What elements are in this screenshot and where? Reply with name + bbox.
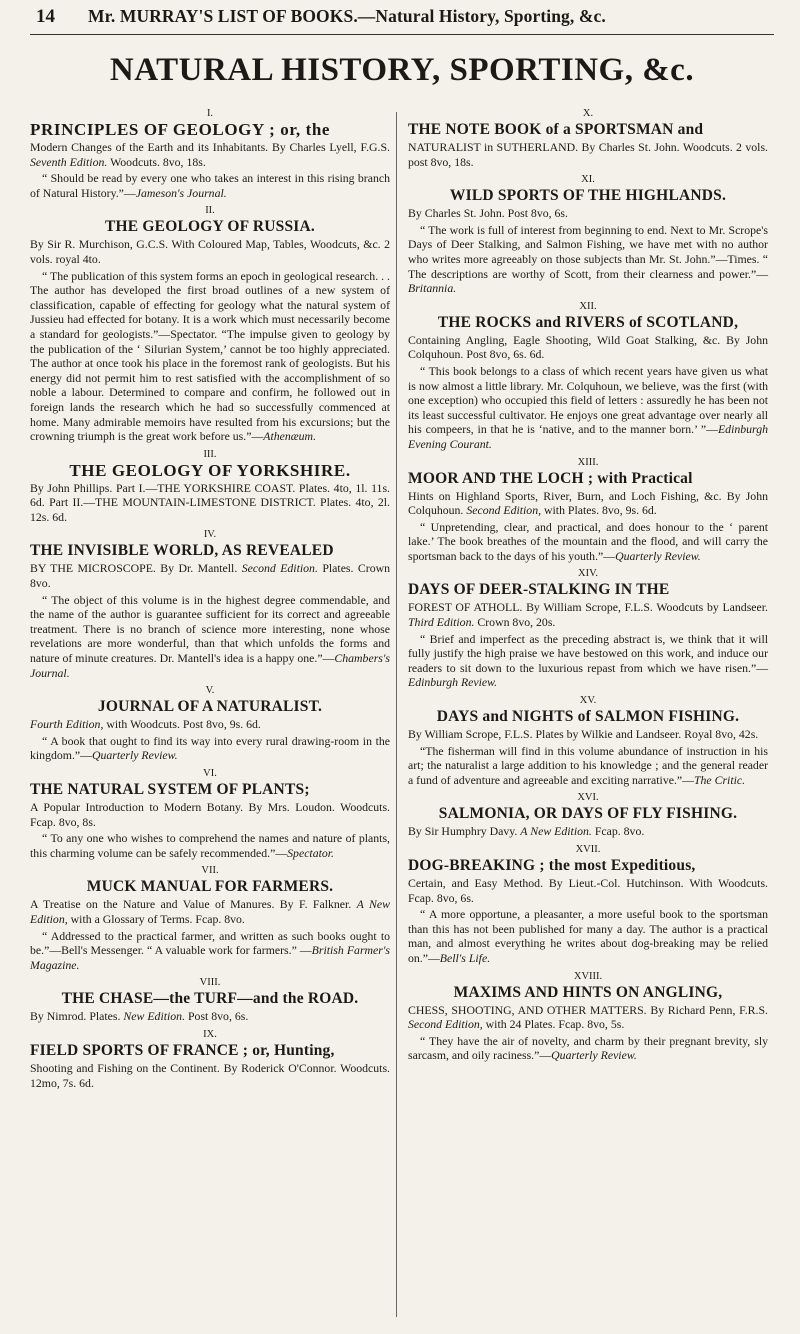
catalogue-entry [408, 695, 768, 787]
review-source: Spectator. [287, 845, 335, 860]
entry-author: CHESS, SHOOTING, AND OTHER MATTERS. By Richard Penn, F.R.S. [408, 1002, 768, 1017]
entry-description [408, 489, 768, 518]
entry-details: with Woodcuts. Post 8vo, 9s. 6d. [106, 717, 261, 732]
running-title: Mr. MURRAY'S LIST OF BOOKS.—Natural History, Sporting, &c. [88, 6, 606, 26]
left-column [30, 108, 390, 1095]
entry-details: Post 8vo, 6s. [507, 206, 568, 221]
entry-title: JOURNAL OF A NATURALIST. [97, 698, 323, 716]
entry-review [30, 831, 390, 860]
right-column [408, 108, 768, 1068]
entry-number: XII. [579, 300, 597, 312]
review-text: “ Brief and imperfect as the preceding abstract is, we think that it will fully justify the high praise we have bestowed on this work, and induce our readers to sit down to the luxurious repast from which we have risen.”— [408, 631, 768, 675]
entry-edition: Second Edition, [408, 1017, 483, 1032]
entry-title: SALMONIA, OR DAYS OF FLY FISHING. [438, 805, 738, 823]
catalogue-entry [408, 108, 768, 169]
entry-details: Part I.—THE YORKSHIRE COAST. Plates. 4to, 1l. 11s. 6d. Part II.—THE MOUNTAIN-LIMESTONE DISTRICT. Plates. 4to, 2l. 12s. 6d. [30, 480, 390, 524]
entry-title: WILD SPORTS OF THE HIGHLANDS. [449, 187, 727, 205]
section-heading: NATURAL HISTORY, SPORTING, &c. [109, 52, 695, 88]
entry-number: IV. [203, 529, 217, 541]
entry-number: XI. [581, 174, 595, 186]
entry-review [408, 520, 768, 564]
entry-title: MUCK MANUAL FOR FARMERS. [86, 878, 334, 896]
entry-details: Woodcuts. 8vo, 18s. [110, 154, 206, 169]
review-source: Edinburgh Review. [408, 675, 498, 690]
entry-details-more: Post 8vo, 6s. [187, 1009, 249, 1024]
entry-number: VI. [203, 768, 217, 779]
review-text: “ The publication of this system forms an epoch in geological research. . . The author has developed the first broad outlines of a new system of classification, capable of effecting for geology what the natural system of Jussieu had effected for botany. It is a work which must necessarily become a standard for geologists.”—Spectator. “The impulse given to geology by the publication of the ‘ Silurian System,’ cannot be too highly appreciated. The author at once took his place in the foremost rank of geologists. But his energy did not permit him to rest satisfied with the accomplishment of so noble a labour. Determined to compare and confirm, he followed out in foreign lands the research which he had so successfully commenced at home. Many admirable memoirs have resulted from his excursions; but the crowning triumph is the great work before us.”— [30, 268, 390, 444]
entry-edition: Fourth Edition, [30, 717, 104, 732]
entry-edition: A New Edition, [30, 897, 391, 926]
entry-review [408, 744, 768, 788]
review-text: “ They have the air of novelty, and charm by their pregnant brevity, sly sarcasm, and oily raciness.”— [408, 1033, 768, 1063]
review-source: Quarterly Review. [615, 548, 701, 563]
entry-details: With Coloured Map, Tables, Woodcuts, &c. 2 vols. royal 4to. [30, 237, 390, 266]
entry-title: FIELD SPORTS OF FRANCE ; or, Hunting, [30, 1041, 335, 1059]
entry-author: Certain, and Easy Method. By Lieut.-Col. Hutchinson. [408, 876, 684, 890]
review-source: Athenæum. [263, 429, 317, 444]
entry-title: MAXIMS AND HINTS ON ANGLING, [453, 983, 723, 1001]
entry-review [408, 907, 768, 965]
entry-author: FOREST OF ATHOLL. By William Scrope, F.L.S. [408, 600, 653, 615]
entry-author: Shooting and Fishing on the Continent. By Roderick O'Connor. [30, 1060, 337, 1075]
review-source: Quarterly Review. [551, 1048, 637, 1063]
entry-title: PRINCIPLES OF GEOLOGY ; or, the [30, 120, 331, 139]
entry-description [408, 1003, 768, 1032]
entry-details: Woodcuts. Fcap. 8vo, 8s. [30, 800, 390, 829]
entry-number: II. [205, 205, 215, 217]
entry-review [408, 1034, 768, 1063]
entry-details: Plates. Crown 8vo. [30, 561, 391, 591]
entry-number: XIV. [578, 568, 598, 580]
entry-edition: Second Edition, [466, 503, 542, 518]
catalogue-entry [30, 768, 390, 860]
entry-details: Post 8vo, 6s. 6d. [466, 347, 545, 362]
entry-author: Modern Changes of the Earth and its Inhabitants. By Charles Lyell, F.G.S. [30, 140, 390, 154]
catalogue-entry [30, 529, 390, 680]
review-source: The Critic. [693, 772, 746, 787]
entry-description [30, 717, 390, 732]
entry-details: with 24 Plates. Fcap. 8vo, 5s. [485, 1017, 625, 1032]
entry-number: VII. [201, 865, 219, 877]
review-text: “The fisherman will find in this volume abundance of instruction in his art; the naturalist a large addition to his knowledge ; and the general reader a fund of adventure and agreeable and exciting narrative.”— [408, 743, 768, 787]
entry-description [30, 1061, 390, 1090]
entry-number: XVI. [577, 792, 599, 804]
entry-description [30, 481, 390, 525]
catalogue-entry [30, 205, 390, 443]
review-source: Chambers's Journal. [30, 651, 390, 680]
review-source: Edinburgh Evening Courant. [408, 422, 768, 451]
review-source: Britannia. [408, 281, 457, 296]
entry-description [408, 206, 768, 221]
entry-edition: A New Edition. [520, 824, 592, 839]
entry-number: V. [205, 685, 215, 697]
entry-author: By John Phillips. [30, 480, 113, 495]
catalogue-entry [30, 865, 390, 972]
entry-details: Woodcuts. 12mo, 7s. 6d. [30, 1060, 390, 1090]
entry-description [408, 140, 768, 169]
catalogue-entry [30, 685, 390, 763]
entry-details: with Plates. 8vo, 9s. 6d. [544, 503, 657, 518]
entry-number: IX. [203, 1028, 217, 1040]
entry-description [408, 727, 768, 742]
review-source: Quarterly Review. [91, 748, 178, 763]
entry-description [30, 1009, 390, 1024]
entry-details: Woodcuts. 2 vols. post 8vo, 18s. [408, 140, 768, 169]
entry-title: DOG-BREAKING ; the most Expeditious, [408, 857, 696, 874]
entry-number: I. [206, 108, 214, 119]
catalogue-entry [408, 971, 768, 1063]
entry-review [30, 269, 390, 444]
entry-title: THE INVISIBLE WORLD, AS REVEALED [30, 542, 334, 560]
entry-title: THE NATURAL SYSTEM OF PLANTS; [30, 781, 310, 798]
catalogue-entry [408, 844, 768, 966]
entry-number: VIII. [199, 977, 221, 989]
entry-details-more: Crown 8vo, 20s. [477, 615, 556, 630]
catalogue-entry [408, 457, 768, 564]
entry-author: Hints on Highland Sports, River, Burn, and Loch Fishing, &c. By John Colquhoun. [408, 488, 768, 518]
entry-author: By Nimrod. [30, 1009, 87, 1024]
catalogue-entry [408, 174, 768, 296]
entry-description [408, 333, 768, 362]
catalogue-entry [30, 449, 390, 525]
entry-description [30, 800, 390, 829]
header-rule [30, 34, 774, 35]
entry-author: A Treatise on the Nature and Value of Manures. By F. Falkner. [30, 897, 352, 912]
review-text: “ Unpretending, clear, and practical, and does honour to the ‘ parent lake.’ The book breathes of the mountain and the flood, and will carry the sportsman back to the days of his youth.”— [408, 519, 768, 563]
entry-author: NATURALIST in SUTHERLAND. By Charles St. John. [408, 140, 680, 154]
review-text: “ The object of this volume is in the highest degree commendable, and the name of the author is guarantee sufficient for its correct and agreeable treatment. There is no branch of science more interesting, none whose revelations are more wonderful, than that which unfolds the forms and nature of minute creatures. Dr. Mantell's idea is a happy one.”— [30, 592, 390, 666]
entry-description [30, 237, 390, 266]
review-source: Jameson's Journal. [135, 185, 227, 200]
entry-description [30, 897, 390, 926]
running-head [0, 0, 800, 40]
entry-description [30, 561, 390, 590]
catalogue-entry [30, 1029, 390, 1090]
entry-author: By Sir Humphry Davy. [408, 824, 518, 839]
entry-edition: New Edition. [123, 1009, 186, 1024]
review-text: “ The work is full of interest from beginning to end. Next to Mr. Scrope's Days of Deer Stalking, and Salmon Fishing, we have met with no author who writes more agreeably on those subjects than Mr. St. John.”—Times. “ The descriptions are worthy of Scott, from their clearness and power.”— [408, 222, 768, 281]
review-text: “ A book that ought to find its way into every rural drawing-room in the kingdom.”— [30, 733, 390, 763]
review-source: Bell's Life. [439, 950, 491, 965]
entry-details: With Woodcuts. Fcap. 8vo, 6s. [408, 876, 768, 905]
review-text: “ To any one who wishes to comprehend the names and nature of plants, this charming volume can be safely recommended.”— [30, 831, 390, 860]
entry-details: Plates. [89, 1009, 121, 1024]
review-text: “ Addressed to the practical farmer, and written as such books ought to be.”—Bell's Messenger. “ A valuable work for farmers.” — [30, 928, 390, 958]
entry-title: MOOR AND THE LOCH ; with Practical [408, 469, 693, 487]
entry-number: XV. [579, 695, 597, 707]
entry-review [30, 171, 390, 200]
entry-title: THE GEOLOGY OF YORKSHIRE. [69, 460, 351, 480]
entry-number: XVII. [575, 844, 601, 855]
entry-number: X. [582, 108, 594, 119]
catalogue-entry [30, 108, 390, 200]
entry-review [30, 734, 390, 763]
entry-author: By Sir R. Murchison, G.C.S. [30, 237, 169, 252]
review-text: “ Should be read by every one who takes an interest in this rising branch of Natural History.”— [30, 171, 390, 200]
entry-review [408, 223, 768, 296]
entry-number: III. [203, 448, 217, 460]
page-number: 14 [36, 6, 55, 27]
entry-number: XIII. [577, 456, 599, 468]
entry-description [408, 824, 768, 839]
catalogue-entry [30, 977, 390, 1024]
entry-details: with a Glossary of Terms. Fcap. 8vo. [70, 911, 245, 926]
entry-review [30, 593, 390, 681]
entry-number: XVIII. [573, 970, 603, 982]
review-text: “ This book belongs to a class of which recent years have given us what is now almost a little library. Mr. Colquhoun, we believe, was the first (with one exception) who occupied this field of letters : assuredly he has been not its least successful cultivator. He enjoys one great advantage over nearly all his compeers, in that he is ‘native, and to the manner born.’ ”— [408, 363, 768, 437]
entry-review [408, 632, 768, 690]
entry-review [30, 929, 390, 973]
review-source: British Farmer's Magazine. [30, 943, 390, 972]
entry-title: THE NOTE BOOK of a SPORTSMAN and [408, 121, 704, 138]
catalogue-entry [408, 568, 768, 690]
entry-review [408, 364, 768, 452]
entry-author: A Popular Introduction to Modern Botany. By Mrs. Loudon. [30, 800, 335, 814]
entry-title: DAYS OF DEER-STALKING IN THE [408, 581, 670, 599]
entry-edition: Seventh Edition. [30, 154, 108, 169]
entry-details: Woodcuts by Landseer. [656, 600, 768, 615]
entry-edition: Third Edition. [408, 615, 475, 630]
entry-details: Fcap. 8vo. [594, 824, 645, 839]
entry-author: By William Scrope, F.L.S. [408, 727, 533, 742]
entry-title: DAYS and NIGHTS of SALMON FISHING. [436, 708, 740, 726]
entry-description [408, 876, 768, 905]
entry-title: THE CHASE—the TURF—and the ROAD. [61, 990, 359, 1008]
entry-description [408, 600, 768, 629]
entry-details: Plates by Wilkie and Landseer. Royal 8vo, 42s. [535, 727, 759, 742]
entry-author: Containing Angling, Eagle Shooting, Wild Goat Stalking, &c. By John Colquhoun. [408, 332, 768, 362]
column-divider [396, 112, 397, 1317]
entry-description [30, 140, 390, 169]
catalogue-entry [408, 792, 768, 839]
entry-title: THE ROCKS and RIVERS of SCOTLAND, [437, 313, 739, 331]
entry-author: BY THE MICROSCOPE. By Dr. Mantell. [30, 561, 238, 576]
review-text: “ A more opportune, a pleasanter, a more useful book to the sportsman than this has not been published for many a day. The author is a practical man, and almost everything he writes about dog-breaking may be relied on.”— [408, 907, 768, 965]
entry-title: THE GEOLOGY OF RUSSIA. [105, 218, 315, 236]
entry-edition: Second Edition. [241, 561, 318, 576]
catalogue-entry [408, 301, 768, 452]
entry-author: By Charles St. John. [408, 206, 505, 221]
